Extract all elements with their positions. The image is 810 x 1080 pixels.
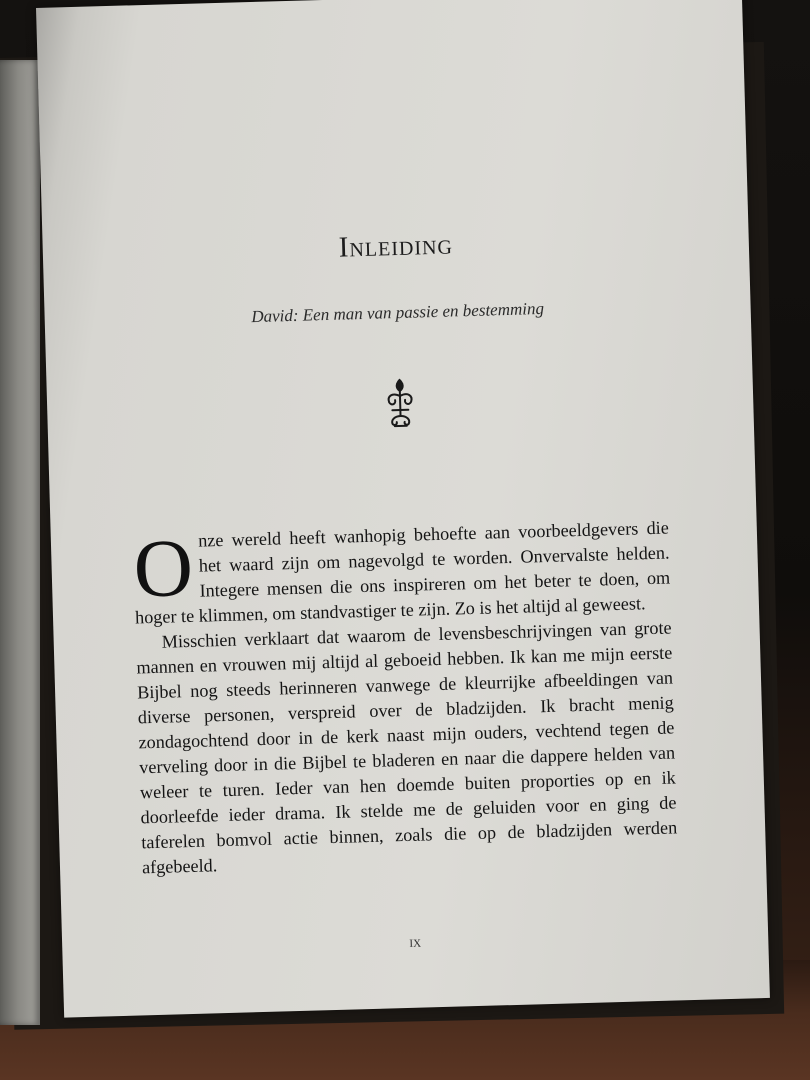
chapter-subtitle: David: Een man van passie en bestemming [251, 298, 545, 327]
left-page-edge [0, 60, 40, 1025]
paragraph-1 [133, 516, 672, 631]
body-text [133, 516, 679, 881]
book-page [36, 0, 770, 1018]
drop-cap: O [132, 521, 195, 615]
chapter-title: Inleiding [338, 228, 454, 264]
paragraph-2: Misschien verklaart dat waarom de levensbeschrijvingen van grote mannen en vrouwen mij altijd al geboeid hebben. Ik kan me mijn eerste Bijbel nog steeds herinneren vanwege de kleurrijke afbeeldingen van diverse personen, verspreid over de bladzijden. Ik bracht menig zondagochtend door in de kerk naast mijn ouders, vechtend tegen de verveling door in die Bijbel te bladeren en naar die dappere helden van weleer te turen. Ieder van hen doemde buiten proporties op en ik doorleefde ieder drama. Ik stelde me de geluiden voor en ging de taferelen bomvol actie binnen, zoals die op de bladzijden werden afgebeeld. [136, 617, 678, 878]
fleuron-icon [381, 375, 418, 428]
paragraph-1-text: nze wereld heeft wanhopig behoefte aan voorbeeldgevers die het waard zijn om nagevolgd te worden. Onvervalste helden. Integere mensen die ons inspireren om het beter te doen, om hoger te klimmen, om standvastiger te zijn. Zo is het altijd al geweest. [134, 517, 671, 628]
page-number: IX [409, 937, 422, 950]
